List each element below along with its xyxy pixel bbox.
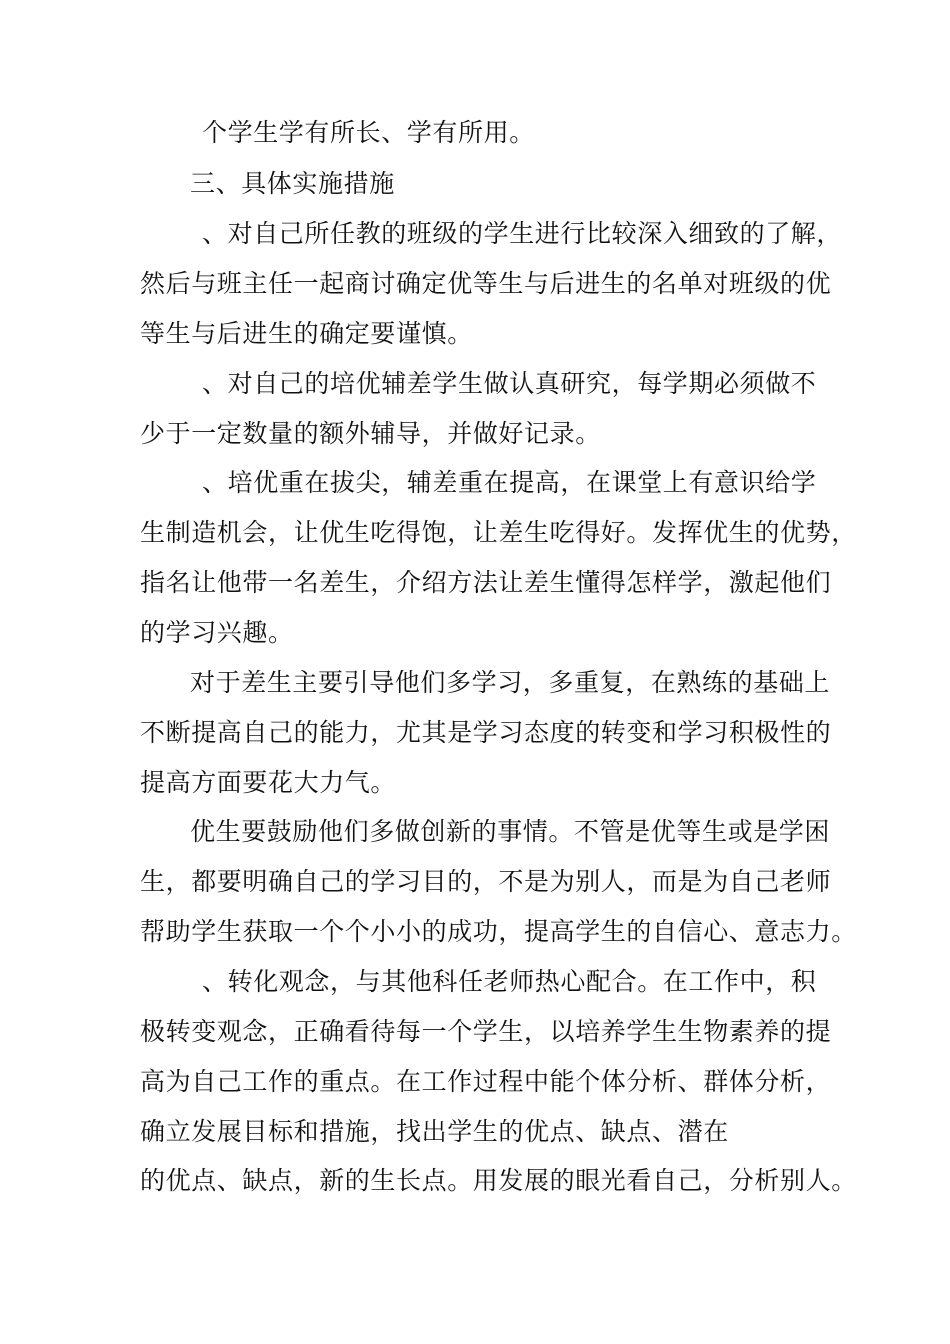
text-line: 优生要鼓励他们多做创新的事情。不管是优等生或是学困 xyxy=(190,817,831,846)
text-line: 提高方面要花大力气。 xyxy=(140,768,397,797)
text-line: 少于一定数量的额外辅导，并做好记录。 xyxy=(140,419,601,448)
text-line: 对于差生主要引导他们多学习，多重复，在熟练的基础上 xyxy=(190,668,831,697)
text-line: 确立发展目标和措施，找出学生的优点、缺点、潜在 xyxy=(140,1117,729,1146)
text-line: 、培优重在拔尖，辅差重在提高，在课堂上有意识给学 xyxy=(202,468,817,497)
section-heading: 三、具体实施措施 xyxy=(190,169,395,198)
text-line: 生，都要明确自己的学习目的，不是为别人，而是为自己老师 xyxy=(140,867,832,896)
text-line: 的优点、缺点，新的生长点。用发展的眼光看自己，分析别人。 xyxy=(140,1166,857,1195)
text-line: 个学生学有所长、学有所用。 xyxy=(202,118,535,147)
text-line: 的学习兴趣。 xyxy=(140,618,294,647)
text-line: 生制造机会，让优生吃得饱，让差生吃得好。发挥优生的优势， xyxy=(140,518,857,547)
text-line: 指名让他带一名差生，介绍方法让差生懂得怎样学，激起他们 xyxy=(140,568,832,597)
text-line: 、对自己的培优辅差学生做认真研究，每学期必须做不 xyxy=(202,369,817,398)
text-line: 、转化观念，与其他科任老师热心配合。在工作中，积 xyxy=(202,967,817,996)
text-line: 不断提高自己的能力，尤其是学习态度的转变和学习积极性的 xyxy=(140,718,832,747)
text-line: 高为自己工作的重点。在工作过程中能个体分析、群体分析， xyxy=(140,1067,832,1096)
text-line: 然后与班主任一起商讨确定优等生与后进生的名单对班级的优 xyxy=(140,269,832,298)
text-line: 、对自己所任教的班级的学生进行比较深入细致的了解， xyxy=(202,219,843,248)
text-line: 极转变观念，正确看待每一个学生，以培养学生生物素养的提 xyxy=(140,1017,832,1046)
text-line: 帮助学生获取一个个小小的成功，提高学生的自信心、意志力。 xyxy=(140,917,857,946)
text-line: 等生与后进生的确定要谨慎。 xyxy=(140,319,473,348)
